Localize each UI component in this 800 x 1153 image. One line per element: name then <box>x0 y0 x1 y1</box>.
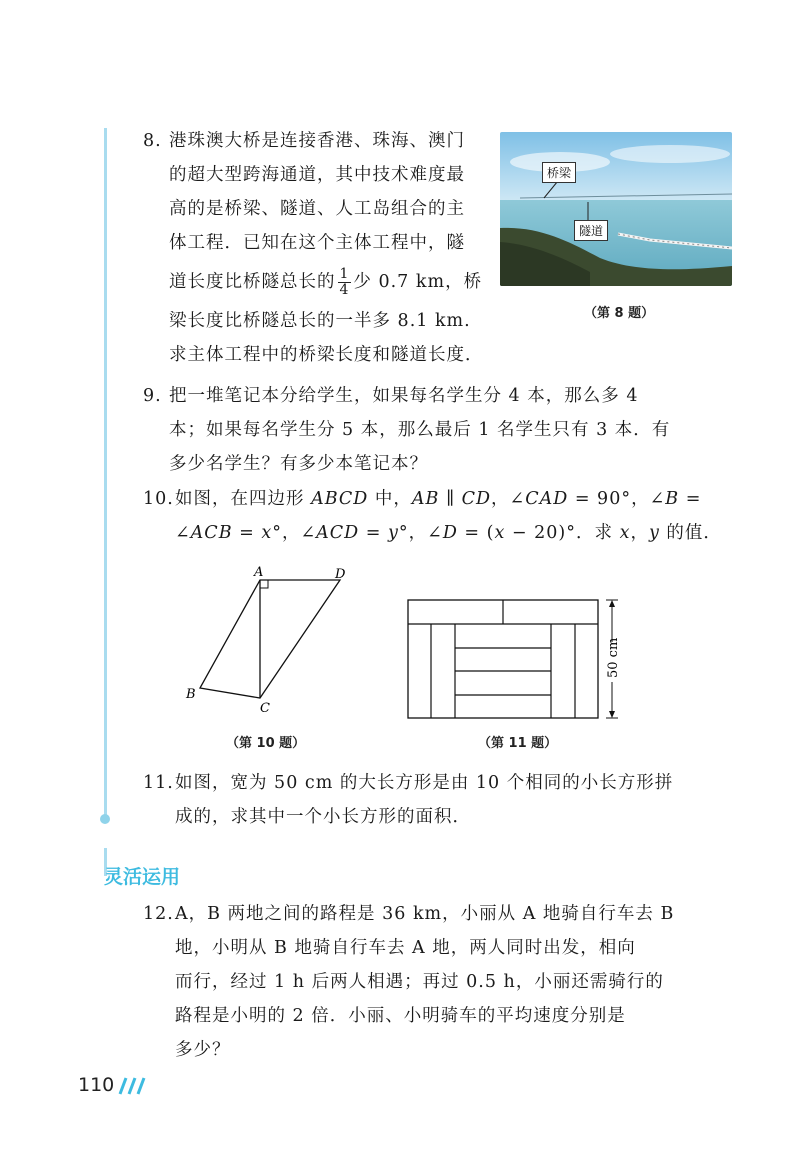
problem-8-line: 港珠澳大桥是连接香港、珠海、澳门 <box>169 131 465 151</box>
point-label-A: A <box>254 565 264 580</box>
problem-12-line: 路程是小明的 2 倍．小丽、小明骑车的平均速度分别是 <box>175 1006 626 1026</box>
point-label-B: B <box>186 687 196 702</box>
problem-10-text: = ( <box>457 523 495 543</box>
problem-10-text: ， <box>630 523 649 543</box>
var-y: y <box>648 523 660 543</box>
right-angle-mark <box>260 580 268 588</box>
problem-8 <box>143 124 493 372</box>
photo-label-bridge: 桥梁 <box>542 162 576 183</box>
var-x: x <box>494 523 506 543</box>
quadrilateral-outline <box>200 580 340 698</box>
problem-12-number: 12. <box>143 904 174 924</box>
problem-10-text: = 90°，∠ <box>568 489 666 509</box>
problem-11-line: 如图，宽为 50 cm 的大长方形是由 10 个相同的小长方形拼 <box>175 773 674 793</box>
problem-12-line: 地，小明从 B 地骑自行车去 A 地，两人同时出发，相向 <box>175 938 636 958</box>
problem-9-line: 多少名学生？有多少本笔记本？ <box>169 454 428 474</box>
dimension-label: 50 cm <box>606 637 621 678</box>
figure-10-quadrilateral <box>178 560 358 720</box>
problem-10-text: 如图，在四边形 <box>175 489 312 509</box>
var-x: x <box>619 523 631 543</box>
problem-10 <box>143 482 722 550</box>
photo-label-tunnel: 隧道 <box>574 220 608 241</box>
page-number-slashes-icon <box>114 1076 148 1096</box>
problem-10-text: = <box>359 523 389 543</box>
var-CD: CD <box>461 489 492 509</box>
margin-rail-dot <box>100 814 110 824</box>
var-y: y <box>388 523 399 543</box>
margin-rail <box>104 128 107 818</box>
problem-10-line <box>175 482 703 516</box>
var-x: x <box>261 523 273 543</box>
problem-10-text: 的值． <box>659 523 722 543</box>
var-B: B <box>665 489 680 509</box>
problem-8-line: 高的是桥梁、隧道、人工岛组合的主 <box>169 199 465 219</box>
problem-10-number: 10. <box>143 489 174 509</box>
problem-9 <box>143 379 683 481</box>
problem-8-line: 的超大型跨海通道，其中技术难度最 <box>169 165 465 185</box>
var-ACB: ACB <box>190 523 233 543</box>
var-D: D <box>442 523 458 543</box>
point-label-C: C <box>260 701 270 716</box>
var-AB: AB <box>411 489 440 509</box>
problem-12 <box>143 897 703 1067</box>
section-title: 灵活运用 <box>104 866 181 888</box>
fraction-denominator: 4 <box>339 282 350 298</box>
problem-8-line-fraction <box>169 260 493 304</box>
figure-11-caption: （第 11 题） <box>478 736 558 751</box>
problem-8-text: 道长度比桥隧总长的 <box>169 272 336 292</box>
bridge-photo <box>500 132 732 286</box>
var-CAD: CAD <box>525 489 569 509</box>
var-ACD: ACD <box>316 523 360 543</box>
problem-10-text: °，∠ <box>272 523 317 543</box>
problem-11-number: 11. <box>143 773 174 793</box>
problem-8-line: 求主体工程中的桥梁长度和隧道长度． <box>169 345 484 365</box>
page-number: 110 <box>78 1074 115 1096</box>
problem-10-text: 中， <box>368 489 412 509</box>
problem-10-line <box>175 516 722 550</box>
problem-8-line: 梁长度比桥隧总长的一半多 8.1 km. <box>169 311 471 331</box>
problem-12-line: A，B 两地之间的路程是 36 km，小丽从 A 地骑自行车去 B <box>175 904 675 924</box>
figure-10-caption: （第 10 题） <box>226 736 306 751</box>
problem-10-text: = <box>679 489 702 509</box>
problem-11-line: 成的，求其中一个小长方形的面积． <box>175 807 471 827</box>
fraction <box>338 267 352 298</box>
problem-8-line: 体工程．已知在这个主体工程中，隧 <box>169 233 465 253</box>
problem-12-line: 多少？ <box>175 1040 231 1060</box>
figure-8-caption: （第 8 题） <box>584 306 655 321</box>
problem-10-text: ，∠ <box>491 489 526 509</box>
problem-8-number: 8. <box>143 131 162 151</box>
fraction-numerator: 1 <box>339 266 350 282</box>
figure-11-rectangles <box>400 590 640 724</box>
problem-9-number: 9. <box>143 386 162 406</box>
parallel-symbol: ∥ <box>439 489 462 509</box>
bridge-photo-illustration <box>500 132 732 286</box>
var-ABCD: ABCD <box>311 489 369 509</box>
problem-12-line: 而行，经过 1 h 后两人相遇；再过 0.5 h，小丽还需骑行的 <box>175 972 664 992</box>
problem-9-line: 本；如果每名学生分 5 本，那么最后 1 名学生只有 3 本．有 <box>169 420 671 440</box>
problem-10-text: = <box>232 523 262 543</box>
problem-10-text: ∠ <box>175 523 191 543</box>
problem-9-line: 把一堆笔记本分给学生，如果每名学生分 4 本，那么多 4 <box>169 386 639 406</box>
problem-11 <box>143 766 703 834</box>
problem-10-text: − 20)°．求 <box>505 523 620 543</box>
problem-8-text: 少 0.7 km，桥 <box>353 272 483 292</box>
point-label-D: D <box>335 567 346 582</box>
problem-10-text: °，∠ <box>398 523 443 543</box>
